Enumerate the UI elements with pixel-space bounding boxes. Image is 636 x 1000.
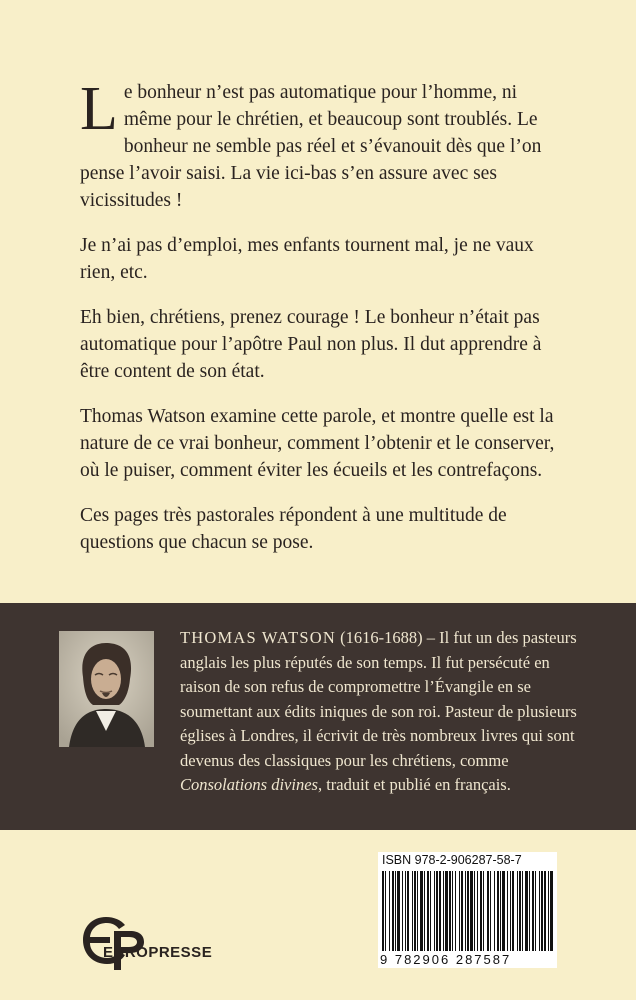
blurb-paragraph-1-text: e bonheur n’est pas automatique pour l’homme, ni même pour le chrétien, et beaucoup sont troublés. Le bonheur ne semble pas réel et s’évanouit dès que l’on pense l’avoir saisi. La vie ici-bas s’en assure avec ses vicissitudes ! (80, 82, 542, 211)
blurb-paragraph-1 (80, 75, 560, 214)
blurb-paragraph-4: Thomas Watson examine cette parole, et montre quelle est la nature de ce vrai bonheur, comment l’obtenir et le conserver, où le puiser, comment éviter les écueils et les contrefaçons. (80, 406, 555, 481)
blurb-paragraph-2: Je n’ai pas d’emploi, mes enfants tournent mal, je ne vaux rien, etc. (80, 235, 534, 283)
author-portrait (59, 631, 154, 747)
blurb-paragraph-5: Ces pages très pastorales répondent à une multitude de questions que chacun se pose. (80, 505, 507, 553)
author-bio-text-2: , traduit et publié en français. (317, 775, 511, 794)
europresse-logo-icon (80, 912, 220, 972)
book-title: Consolations divines (180, 775, 318, 794)
blurb-paragraph-3: Eh bien, chrétiens, prenez courage ! Le bonheur n’était pas automatique pour l’apôtre Paul non plus. Il dut apprendre à être content de son état. (80, 307, 542, 382)
isbn-label: ISBN 978-2-906287-58-7 (382, 853, 522, 867)
author-name: THOMAS WATSON (180, 628, 337, 647)
drop-cap: L (80, 75, 118, 143)
portrait-illustration (59, 631, 154, 747)
author-bio-text-1: – Il fut un des pasteurs anglais les plus réputés de son temps. Il fut persécuté en raison de son refus de compromettre l’Évangile en se soumettant aux édits iniques de son roi. Pasteur de plusieurs églises à Londres, il écrivit de très nombreux livres qui sont devenus des classiques pour les chrétiens, comme (180, 628, 577, 770)
barcode-icon (382, 871, 554, 951)
barcode-digits: 9 782906 287587 (380, 952, 512, 967)
publisher-name: EUROPRESSE (103, 944, 213, 961)
author-dates: (1616-1688) (336, 628, 423, 647)
author-bio (180, 626, 590, 798)
blurb-text (80, 75, 560, 574)
